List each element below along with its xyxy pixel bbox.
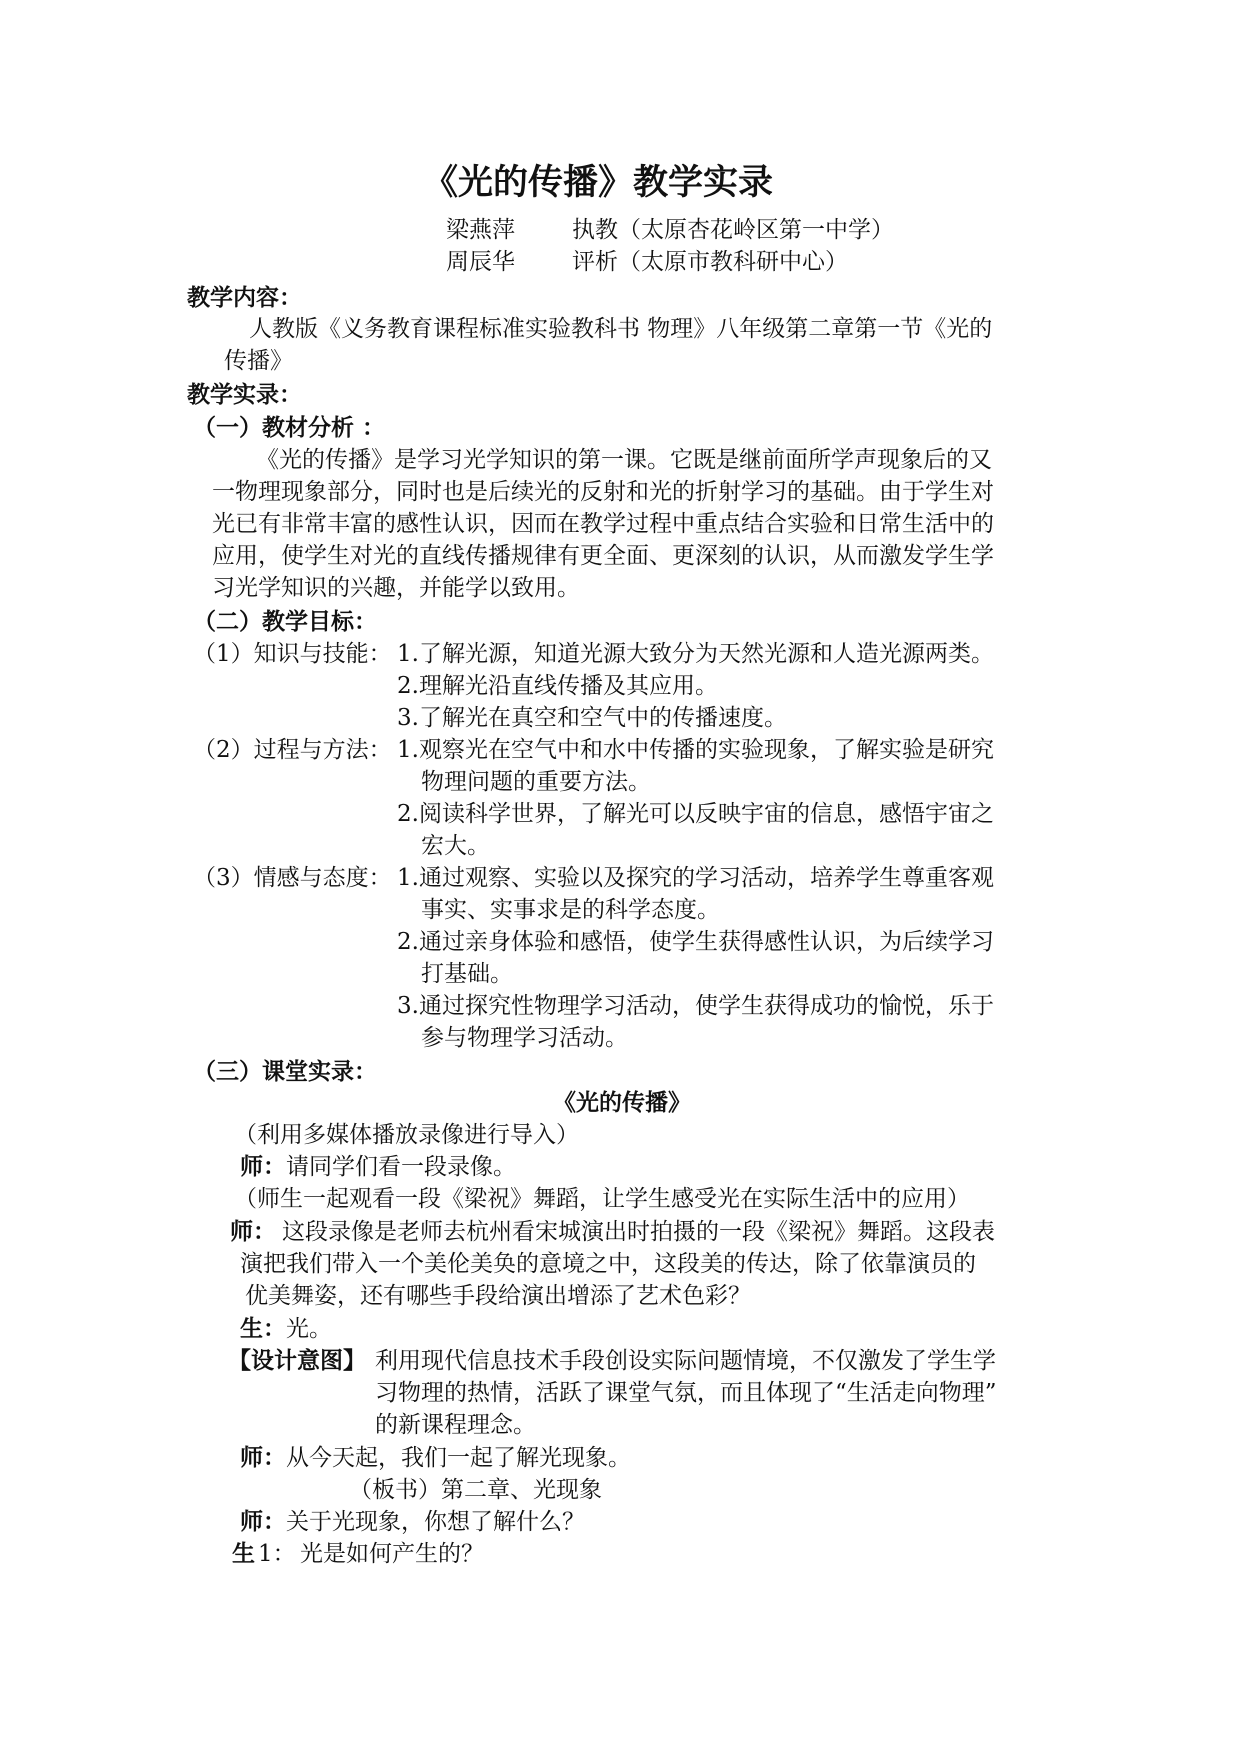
stage-note: （利用多媒体播放录像进行导入） — [234, 1122, 579, 1148]
paragraph-line: 应用，使学生对光的直线传播规律有更全面、更深刻的认识，从而激发学生学 — [212, 543, 994, 569]
section-heading-materials: （一）教材分析 ： — [193, 414, 386, 441]
paragraph-line: 一物理现象部分，同时也是后续光的反射和光的折射学习的基础。由于学生对 — [212, 479, 994, 505]
speaker-student: 生： — [240, 1315, 286, 1342]
goal-line: 3.了解光在真空和空气中的传播速度。 — [397, 705, 787, 731]
design-intent-label: 【设计意图】 — [228, 1347, 366, 1374]
blackboard-note: （板书）第二章、光现象 — [349, 1477, 602, 1503]
goal-line: 2.阅读科学世界，了解光可以反映宇宙的信息，感悟宇宙之 — [397, 801, 994, 827]
dialogue-line: 关于光现象，你想了解什么？ — [286, 1509, 585, 1535]
goal-line: 2.通过亲身体验和感悟，使学生获得感性认识，为后续学习 — [397, 929, 994, 955]
goal-line: 2.理解光沿直线传播及其应用。 — [397, 673, 718, 699]
speaker-teacher: 师： — [240, 1508, 286, 1535]
dialogue-line: 请同学们看一段录像。 — [286, 1154, 516, 1180]
goal-label: （1）知识与技能： — [193, 641, 392, 667]
paragraph-line: 习光学知识的兴趣，并能学以致用。 — [212, 575, 580, 601]
section-heading-goals: （二）教学目标： — [193, 608, 377, 635]
dialogue-line: 演把我们带入一个美伦美奂的意境之中，这段美的传达，除了依靠演员的 — [240, 1251, 976, 1277]
dialogue-line: 光是如何产生的？ — [300, 1541, 484, 1567]
speaker-teacher: 师： — [240, 1444, 286, 1471]
author-name: 梁燕萍 — [446, 217, 515, 243]
content-heading: 教学内容： — [187, 284, 302, 311]
speaker-teacher: 师： — [230, 1218, 276, 1245]
content-line: 传播》 — [224, 348, 293, 374]
goal-line: 宏大。 — [421, 833, 490, 859]
lesson-title: 《光的传播》 — [553, 1089, 691, 1116]
goal-line: 物理问题的重要方法。 — [421, 769, 651, 795]
author-role: 执教（太原杏花岭区第一中学） — [572, 217, 894, 243]
goal-line: 事实、实事求是的科学态度。 — [421, 897, 720, 923]
goal-line: 1.通过观察、实验以及探究的学习活动，培养学生尊重客观 — [397, 865, 994, 891]
goal-line: 1.了解光源，知道光源大致分为天然光源和人造光源两类。 — [397, 641, 994, 667]
speaker-teacher: 师： — [240, 1153, 286, 1180]
goal-line: 3.通过探究性物理学习活动，使学生获得成功的愉悦，乐于 — [397, 993, 994, 1019]
goal-label: （2）过程与方法： — [193, 737, 392, 763]
dialogue-line: 从今天起，我们一起了解光现象。 — [286, 1445, 631, 1471]
section-heading-classroom: （三）课堂实录： — [193, 1058, 377, 1085]
design-intent-line: 利用现代信息技术手段创设实际问题情境，不仅激发了学生学 — [375, 1348, 996, 1374]
speaker-number: 1： — [258, 1541, 296, 1567]
reviewer-role: 评析（太原市教科研中心） — [572, 249, 848, 275]
design-intent-line: 的新课程理念。 — [375, 1412, 536, 1438]
goal-line: 1.观察光在空气中和水中传播的实验现象，了解实验是研究 — [397, 737, 994, 763]
goal-line: 参与物理学习活动。 — [421, 1025, 628, 1051]
dialogue-line: 光。 — [286, 1316, 332, 1342]
paragraph-line: 《光的传播》是学习光学知识的第一课。它既是继前面所学声现象后的又 — [256, 447, 992, 473]
content-line: 人教版《义务教育课程标准实验教科书 物理》八年级第二章第一节《光的 — [249, 316, 993, 342]
goal-line: 打基础。 — [421, 961, 513, 987]
paragraph-line: 光已有非常丰富的感性认识，因而在教学过程中重点结合实验和日常生活中的 — [212, 511, 994, 537]
speaker-student: 生 — [232, 1540, 255, 1567]
stage-note: （师生一起观看一段《梁祝》舞蹈，让学生感受光在实际生活中的应用） — [234, 1186, 970, 1212]
dialogue-line: 优美舞姿，还有哪些手段给演出增添了艺术色彩？ — [245, 1283, 751, 1309]
goal-label: （3）情感与态度： — [193, 865, 392, 891]
dialogue-line: 这段录像是老师去杭州看宋城演出时拍摄的一段《梁祝》舞蹈。这段表 — [282, 1219, 995, 1245]
reviewer-name: 周辰华 — [446, 249, 515, 275]
page-title: 《光的传播》教学实录 — [423, 162, 774, 203]
record-heading: 教学实录： — [187, 381, 302, 408]
design-intent-line: 习物理的热情，活跃了课堂气氛，而且体现了“生活走向物理” — [375, 1380, 997, 1406]
